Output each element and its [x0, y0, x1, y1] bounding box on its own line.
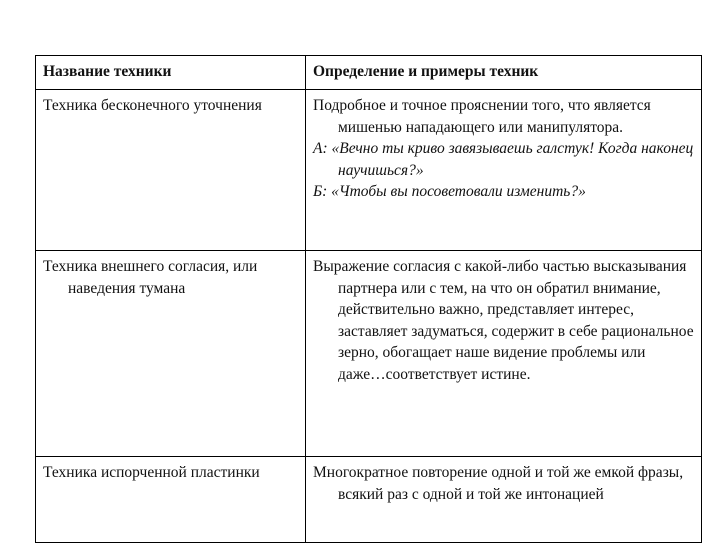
technique-name: Техника внешнего согласия, или наведения тумана	[43, 258, 258, 297]
technique-definition-cell	[306, 90, 702, 251]
technique-definition-cell	[306, 251, 702, 457]
technique-name: Техника бесконечного уточнения	[43, 97, 262, 114]
technique-name: Техника испорченной пластинки	[43, 464, 260, 481]
technique-name-cell	[36, 251, 306, 457]
table-row	[36, 251, 702, 457]
technique-name-cell	[36, 90, 306, 251]
technique-example: Б: «Чтобы вы посоветовали изменить?»	[313, 183, 586, 201]
table-header-row	[36, 56, 702, 90]
technique-definition: Подробное и точное прояснении того, что является мишенью нападающего или манипулятора.	[313, 97, 651, 136]
technique-definition: Выражение согласия с какой-либо частью высказывания партнера или с тем, на что он обратил внимание, действительно важно, представляет интерес, заставляет задуматься, содержит в себе рациональное зерно, обогащает наше видение проблемы или даже…соответствует истине.	[313, 258, 694, 383]
header-technique-name: Название техники	[36, 56, 306, 90]
header-definition: Определение и примеры техник	[306, 56, 702, 90]
techniques-table	[35, 55, 702, 543]
technique-name-cell	[36, 457, 306, 543]
technique-example: А: «Вечно ты криво завязываешь галстук! Когда наконец научишься?»	[313, 140, 694, 179]
technique-definition-cell	[306, 457, 702, 543]
table-row	[36, 90, 702, 251]
technique-definition: Многократное повторение одной и той же емкой фразы, всякий раз с одной и той же интонацией	[313, 464, 684, 503]
table-row	[36, 457, 702, 543]
